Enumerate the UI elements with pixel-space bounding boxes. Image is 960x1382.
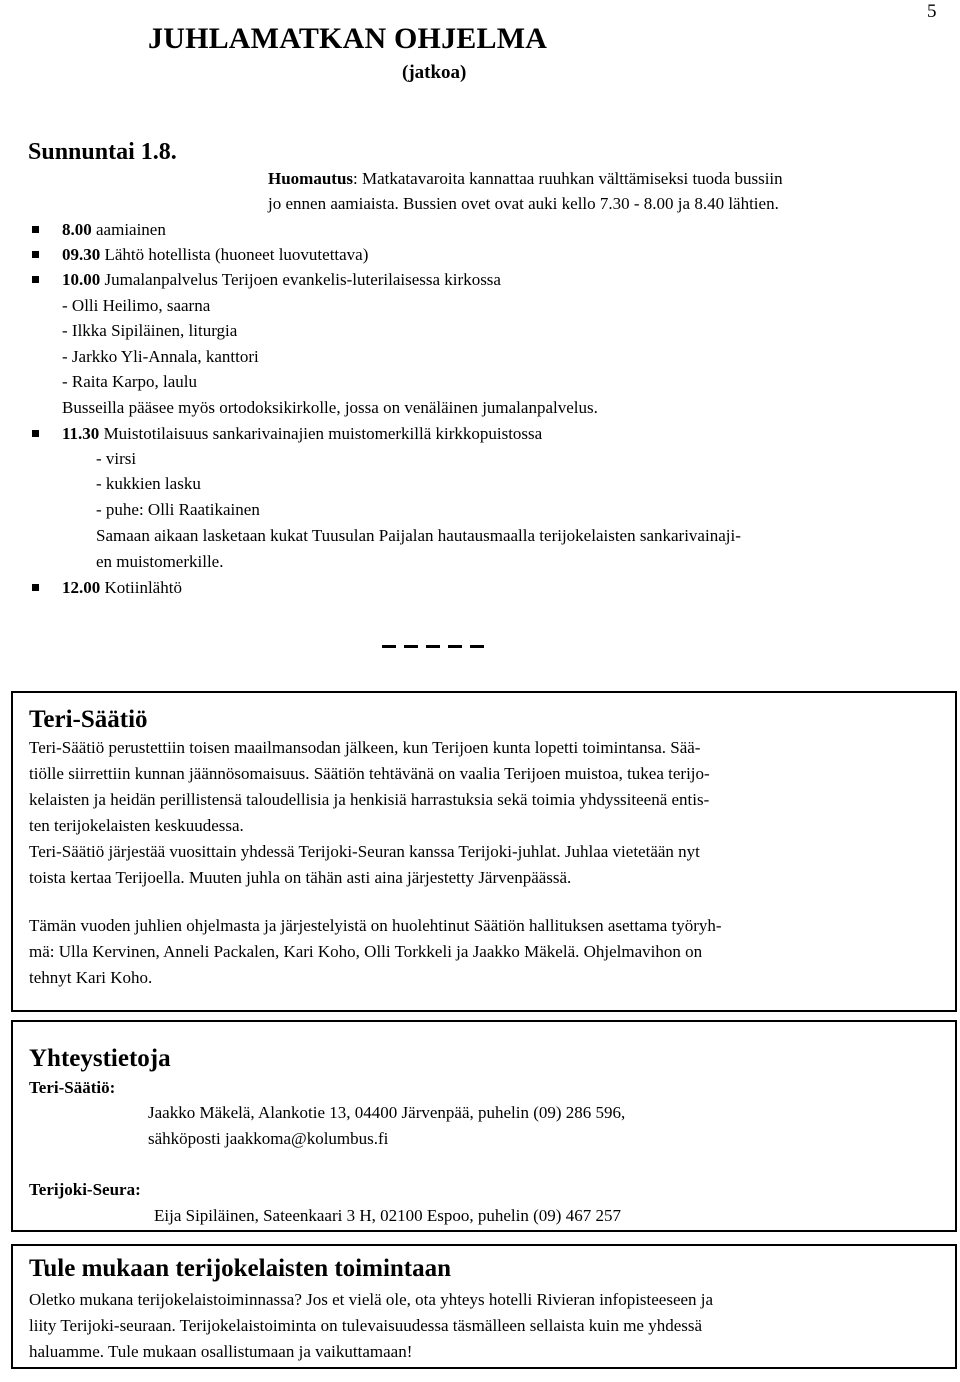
text-line: Teri-Säätiö perustettiin toisen maailmansodan jälkeen, kun Terijoen kunta lopetti toimintansa. Sää- [29,738,701,757]
schedule-text: Kotiinlähtö [100,578,182,597]
contact-line: Jaakko Mäkelä, Alankotie 13, 04400 Järvenpää, puhelin (09) 286 596, [148,1103,626,1122]
page-number: 5 [927,1,937,22]
schedule-item-1200 [62,579,182,596]
schedule-item-0800 [62,221,166,238]
detail-line: Samaan aikaan lasketaan kukat Tuusulan Paijalan hautausmaalla terijokelaisten sankarivainaji- [96,526,741,545]
text-line: ten terijokelaisten keskuudessa. [29,816,244,835]
contact-line: sähköposti jaakkoma@kolumbus.fi [148,1129,389,1148]
schedule-item-0930 [62,246,368,263]
document-title: JUHLAMATKAN OHJELMA [148,22,548,55]
note-line-1 [268,170,783,187]
text-line: kelaisten ja heidän perillistensä taloudellisia ja henkisiä harrastuksia sekä toimia yhdyssiteenä entis- [29,790,710,809]
bullet-icon [32,251,39,258]
text-line: Tämän vuoden juhlien ohjelmasta ja järjestelyistä on huolehtinut Säätiön hallituksen asettama työryh- [29,916,722,935]
join-box [11,1244,957,1369]
text-line: tiölle siirrettiin kunnan jäännösomaisuus. Säätiön tehtävänä on vaalia Terijoen muistoa, tukea terijo- [29,764,710,783]
contact-org-label: Teri-Säätiö: [29,1078,116,1097]
schedule-time: 12.00 [62,578,101,597]
detail-line: - kukkien lasku [96,474,201,493]
join-text [29,1287,713,1365]
teri-saatio-title: Teri-Säätiö [29,706,148,733]
schedule-time: 8.00 [62,220,92,239]
detail-line: - virsi [96,449,137,468]
text-line: mä: Ulla Kervinen, Anneli Packalen, Kari Koho, Olli Torkkeli ja Jaakko Mäkelä. Ohjelmavihon on [29,942,703,961]
teri-saatio-para-2 [29,913,722,991]
note-text-1: : Matkatavaroita kannattaa ruuhkan välttämiseksi tuoda bussiin [353,169,783,188]
detail-line: en muistomerkille. [96,552,224,571]
detail-line: - Raita Karpo, laulu [62,372,198,391]
text-line: Teri-Säätiö järjestää vuosittain yhdessä Terijoki-Seuran kanssa Terijoki-juhlat. Juhlaa vietetään nyt [29,842,700,861]
schedule-item-1130 [62,425,542,442]
text-line: toista kertaa Terijoella. Muuten juhla on tähän asti aina järjestetty Järvenpäässä. [29,868,572,887]
contacts-title: Yhteystietoja [29,1045,171,1072]
text-line: Oletko mukana terijokelaistoiminnassa? Jos et vielä ole, ota yhteys hotelli Rivieran infopisteeseen ja [29,1290,714,1309]
schedule-time: 10.00 [62,270,101,289]
bullet-icon [32,584,39,591]
detail-line: Busseilla pääsee myös ortodoksikirkolle, jossa on venäläinen jumalanpalvelus. [62,398,598,417]
bullet-icon [32,430,39,437]
contact-line: Eija Sipiläinen, Sateenkaari 3 H, 02100 Espoo, puhelin (09) 467 257 [154,1206,621,1225]
contact-org-label: Terijoki-Seura: [29,1180,141,1199]
text-line: haluamme. Tule mukaan osallistumaan ja vaikuttamaan! [29,1342,413,1361]
detail-line: - puhe: Olli Raatikainen [96,500,260,519]
detail-line: - Jarkko Yli-Annala, kanttori [62,347,259,366]
note-line-2: jo ennen aamiaista. Bussien ovet ovat auki kello 7.30 - 8.00 ja 8.40 lähtien. [268,194,779,213]
schedule-text: Jumalanpalvelus Terijoen evankelis-luterilaisessa kirkossa [100,270,501,289]
join-title: Tule mukaan terijokelaisten toimintaan [29,1255,452,1282]
document-subtitle: (jatkoa) [402,62,467,83]
schedule-item-1000 [62,271,501,288]
schedule-text: Muistotilaisuus sankarivainajien muistomerkillä kirkkopuistossa [99,424,543,443]
bullet-icon [32,276,39,283]
detail-line: - Ilkka Sipiläinen, liturgia [62,321,238,340]
text-line: liity Terijoki-seuraan. Terijokelaistoiminta on tulevaisuudessa täsmälleen sellaista kuin me yhdessä [29,1316,703,1335]
note-label: Huomautus [268,169,354,188]
text-line: tehnyt Kari Koho. [29,968,153,987]
contacts-box [11,1020,957,1232]
day-heading: Sunnuntai 1.8. [28,139,177,165]
teri-saatio-para-1 [29,735,710,891]
schedule-time: 11.30 [62,424,100,443]
detail-line: - Olli Heilimo, saarna [62,296,211,315]
schedule-time: 09.30 [62,245,101,264]
teri-saatio-box [11,691,957,1012]
schedule-text: aamiainen [91,220,166,239]
schedule-text: Lähtö hotellista (huoneet luovutettava) [100,245,369,264]
bullet-icon [32,226,39,233]
